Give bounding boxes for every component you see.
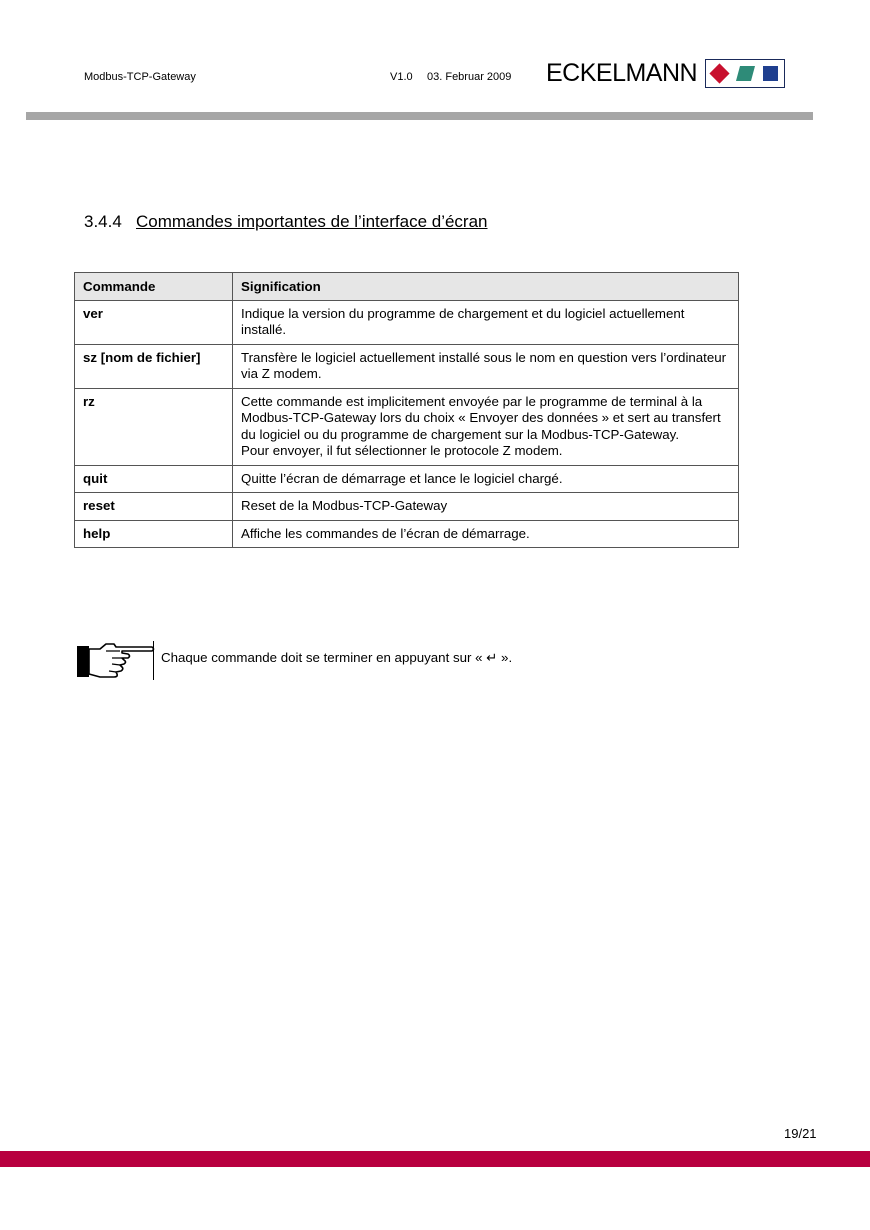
section-heading: [84, 212, 488, 232]
logo-wordmark: ECKELMANN: [546, 58, 698, 87]
commands-table: [74, 272, 739, 548]
logo-squares-icon: [705, 59, 785, 88]
command-cell: sz [nom de fichier]: [75, 344, 233, 388]
meaning-cell: Reset de la Modbus-TCP-Gateway: [233, 493, 739, 521]
table-row: [75, 493, 739, 521]
meaning-cell: Affiche les commandes de l’écran de démarrage.: [233, 520, 739, 548]
meaning-cell: Quitte l’écran de démarrage et lance le logiciel chargé.: [233, 465, 739, 493]
footer-bar: [0, 1151, 870, 1167]
header-date: 03. Februar 2009: [427, 71, 512, 83]
meaning-cell: Indique la version du programme de chargement et du logiciel actuellement installé.: [233, 300, 739, 344]
table-row: [75, 388, 739, 465]
meaning-cell: Cette commande est implicitement envoyée par le programme de terminal à la Modbus-TCP-Gateway lors du choix « Envoyer des données » et sert au transfert du logiciel ou du programme de chargement sur la Modbus-TCP-Gateway. Pour envoyer, il fut sélectionner le protocole Z modem.: [233, 388, 739, 465]
command-cell: quit: [75, 465, 233, 493]
command-cell: help: [75, 520, 233, 548]
table-row: [75, 520, 739, 548]
command-cell: ver: [75, 300, 233, 344]
meaning-cell: Transfère le logiciel actuellement installé sous le nom en question vers l’ordinateur via Z modem.: [233, 344, 739, 388]
column-header-command: Commande: [75, 273, 233, 301]
note-text: Chaque commande doit se terminer en appuyant sur « ↵ ».: [161, 650, 513, 665]
header-version: V1.0: [390, 71, 413, 83]
logo-teal-square: [736, 66, 755, 81]
column-header-meaning: Signification: [233, 273, 739, 301]
logo-red-square: [710, 63, 730, 83]
command-cell: rz: [75, 388, 233, 465]
pointing-hand-icon: [76, 641, 156, 681]
eckelmann-logo: [546, 57, 785, 89]
table-row: [75, 300, 739, 344]
page-number: 19/21: [784, 1126, 817, 1141]
note-divider: [153, 641, 154, 680]
header-product-name: Modbus-TCP-Gateway: [84, 71, 196, 83]
table-row: [75, 465, 739, 493]
table-header-row: [75, 273, 739, 301]
command-cell: reset: [75, 493, 233, 521]
table-row: [75, 344, 739, 388]
header-rule: [26, 112, 813, 120]
section-title: Commandes importantes de l’interface d’écran: [136, 212, 488, 231]
logo-blue-square: [763, 66, 778, 81]
section-number: 3.4.4: [84, 212, 122, 231]
